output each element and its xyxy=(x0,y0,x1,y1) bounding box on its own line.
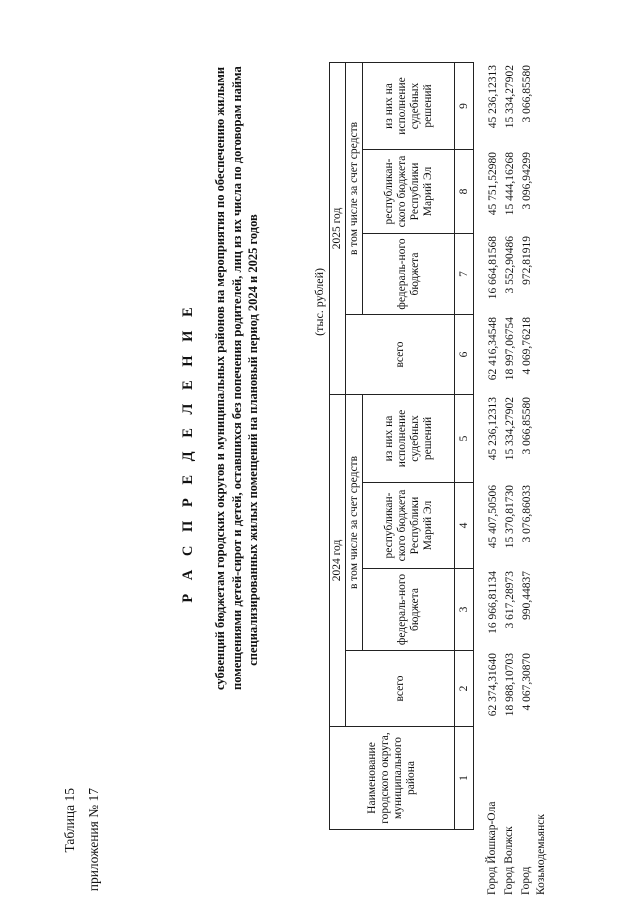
header-year-2025: 2025 год xyxy=(330,62,346,394)
cell-value: 15 444,16268 xyxy=(504,152,516,216)
column-number: 9 xyxy=(455,62,474,149)
cell-value: 45 236,12313 xyxy=(487,65,499,129)
table-row xyxy=(502,63,519,897)
cell-value: 15 334,27902 xyxy=(504,397,516,461)
column-number: 5 xyxy=(455,394,474,482)
cell-value: 45 407,50506 xyxy=(487,485,499,549)
column-number: 3 xyxy=(455,569,474,651)
cell-value: 18 988,10703 xyxy=(504,653,516,717)
cell-value: 3 552,90486 xyxy=(504,236,516,294)
header-federal-2025: федераль-ного бюджета xyxy=(363,233,455,314)
header-total-2025: всего xyxy=(346,314,455,394)
header-name-column: Наименование городского округа, муниципального района xyxy=(330,727,455,830)
row-name: Город Волжск xyxy=(503,826,515,895)
appendix-reference: приложения № 17 xyxy=(86,788,101,892)
subtitle-line-2: помещениями детей-сирот и детей, оставшихся без попечения родителей, лиц из их числа по договорам найма xyxy=(229,66,244,690)
cell-value: 3 096,94299 xyxy=(521,152,533,210)
header-court-2025: из них на исполнение судебных решений xyxy=(363,62,455,149)
header-including-2025: в том числе за счет средств xyxy=(346,62,363,314)
table-row xyxy=(519,63,549,897)
distribution-table-body xyxy=(485,63,549,897)
document-subtitle xyxy=(212,66,262,690)
column-number: 8 xyxy=(455,149,474,233)
cell-value: 15 370,81730 xyxy=(504,485,516,549)
cell-value: 15 334,27902 xyxy=(504,65,516,129)
header-court-2024: из них на исполнение судебных решений xyxy=(363,394,455,482)
cell-value: 972,81919 xyxy=(521,236,533,285)
subtitle-line-3: специализированных жилых помещений на плановый период 2024 и 2025 годов xyxy=(246,214,260,666)
cell-value: 3 076,86033 xyxy=(521,485,533,543)
column-number: 2 xyxy=(455,651,474,727)
row-name: Город Козьмодемьянск xyxy=(520,814,547,895)
cell-value: 3 617,28973 xyxy=(504,571,516,629)
cell-value: 62 374,31640 xyxy=(487,653,499,717)
table-row xyxy=(485,63,502,897)
cell-value: 45 236,12313 xyxy=(487,397,499,461)
header-including-2024: в том числе за счет средств xyxy=(346,394,363,650)
subtitle-line-1: субвенций бюджетам городских округов и муниципальных районов на мероприятия по обеспечению жилыми xyxy=(213,66,227,690)
table-number: Таблица 15 xyxy=(62,788,77,853)
header-republican-2025: республикан-ского бюджета Республики Марий Эл xyxy=(363,149,455,233)
unit-note: (тыс. рублей) xyxy=(312,268,326,336)
column-number: 7 xyxy=(455,233,474,314)
cell-value: 4 069,76218 xyxy=(521,317,533,375)
cell-value: 990,44837 xyxy=(521,571,533,620)
cell-value: 62 416,34548 xyxy=(487,317,499,381)
distribution-table-header xyxy=(329,62,474,830)
document-title: Р А С П Р Е Д Е Л Е Н И Е xyxy=(180,302,196,603)
header-republican-2024: республикан-ского бюджета Республики Марий Эл xyxy=(363,483,455,569)
cell-value: 18 997,06754 xyxy=(504,317,516,381)
column-number: 4 xyxy=(455,483,474,569)
cell-value: 16 966,81134 xyxy=(487,571,499,634)
column-number: 6 xyxy=(455,314,474,394)
header-federal-2024: федераль-ного бюджета xyxy=(363,569,455,651)
cell-value: 3 066,85580 xyxy=(521,65,533,123)
cell-value: 16 664,81568 xyxy=(487,236,499,300)
column-number: 1 xyxy=(455,727,474,830)
row-name: Город Йошкар-Ола xyxy=(486,801,498,895)
header-year-2024: 2024 год xyxy=(330,394,346,726)
header-total-2024: всего xyxy=(346,651,455,727)
cell-value: 4 067,30870 xyxy=(521,653,533,711)
cell-value: 45 751,52980 xyxy=(487,152,499,216)
cell-value: 3 066,85580 xyxy=(521,397,533,455)
